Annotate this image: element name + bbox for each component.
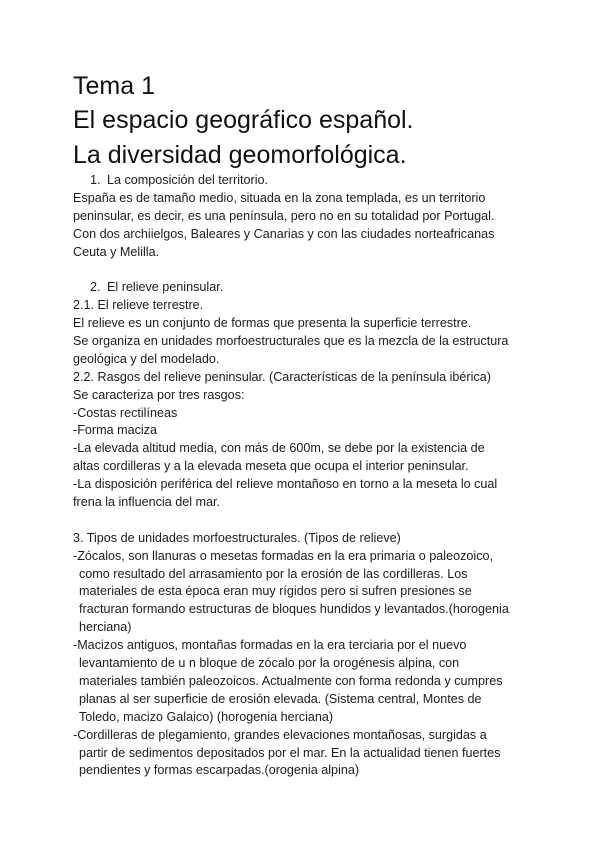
subsection-2-1-line: Se organiza en unidades morfoestructurales que es la mezcla de la estructura — [73, 334, 509, 349]
subsection-2-1-line: geológica y del modelado. — [73, 351, 220, 366]
macizos-line: levantamiento de u n bloque de zócalo por la orogénesis alpina, con — [79, 656, 460, 671]
macizos-line: planas al ser superficie de erosión elevada. (Sistema central, Montes de — [79, 691, 482, 706]
section-1-line: Ceuta y Melilla. — [73, 244, 160, 259]
subsection-2-2-line: altas cordilleras y a la elevada meseta que ocupa el interior peninsular. — [73, 459, 469, 474]
section-1-heading — [73, 172, 533, 190]
title-line-1: Tema 1 — [73, 72, 155, 100]
title-line-2: El espacio geográfico español. — [73, 106, 414, 134]
subsection-2-2-line: -La elevada altitud media, con más de 600m, se debe por la existencia de — [73, 441, 485, 456]
section-2-heading-text: El relieve peninsular. — [107, 280, 224, 295]
zocalos-line: materiales de esta época eran muy rígidos pero si sufren presiones se — [79, 584, 472, 599]
cordilleras-line: pendientes y formas escarpadas.(orogenia alpina) — [79, 763, 360, 778]
macizos-line: materiales también paleozoicos. Actualmente con forma redonda y cumpres — [79, 673, 503, 688]
zocalos-line: -Zócalos, son llanuras o mesetas formadas en la era primaria o paleozoico, — [73, 548, 493, 563]
zocalos-line: herciana) — [79, 620, 132, 635]
subsection-2-2-heading: 2.2. Rasgos del relieve peninsular. (Características de la península ibérica) — [73, 369, 491, 384]
title-line-3: La diversidad geomorfológica. — [73, 141, 407, 169]
section-2-number: 2. — [90, 280, 101, 295]
subsection-2-2-line: -La disposición periférica del relieve montañoso en torno a la meseta lo cual — [73, 477, 498, 492]
cordilleras-line: partir de sedimentos depositados por el mar. En la actualidad tienen fuertes — [79, 745, 501, 760]
section-3-heading: 3. Tipos de unidades morfoestructurales. (Tipos de relieve) — [73, 530, 401, 545]
section-1-line: Con dos archiielgos, Baleares y Canarias y con las ciudades norteafricanas — [73, 226, 495, 241]
zocalos-line: fracturan formando estructuras de bloques hundidos y levantados.(horogenia — [79, 602, 509, 617]
subsection-2-2-line: frena la influencia del mar. — [73, 495, 221, 510]
section-1-heading-text: La composición del territorio. — [107, 173, 268, 187]
subsection-2-2-line: -Costas rectilíneas — [73, 405, 178, 420]
subsection-2-1-line: El relieve es un conjunto de formas que presenta la superficie terrestre. — [73, 316, 472, 331]
subsection-2-2-line: -Forma maciza — [73, 423, 157, 438]
subsection-2-2-line: Se caracteriza por tres rasgos: — [73, 387, 245, 402]
paragraph-gap — [73, 512, 533, 530]
subsection-2-1-heading: 2.1. El relieve terrestre. — [73, 298, 204, 313]
macizos-line: Toledo, macizo Galaico) (horogenia herciana) — [79, 709, 334, 724]
zocalos-line: como resultado del arrasamiento por la erosión de las cordilleras. Los — [79, 566, 468, 581]
section-1-line: peninsular, es decir, es una península, pero no en su totalidad por Portugal. — [73, 208, 495, 223]
macizos-line: -Macizos antiguos, montañas formadas en la era terciaria por el nuevo — [73, 638, 467, 653]
cordilleras-line: -Cordilleras de plegamiento, grandes elevaciones montañosas, surgidas a — [73, 727, 487, 742]
section-1-number: 1. — [90, 173, 101, 187]
section-1-line: España es de tamaño medio, situada en la zona templada, es un territorio — [73, 190, 486, 205]
document-body — [73, 172, 533, 780]
section-2-heading — [73, 279, 533, 297]
paragraph-gap — [73, 261, 533, 279]
